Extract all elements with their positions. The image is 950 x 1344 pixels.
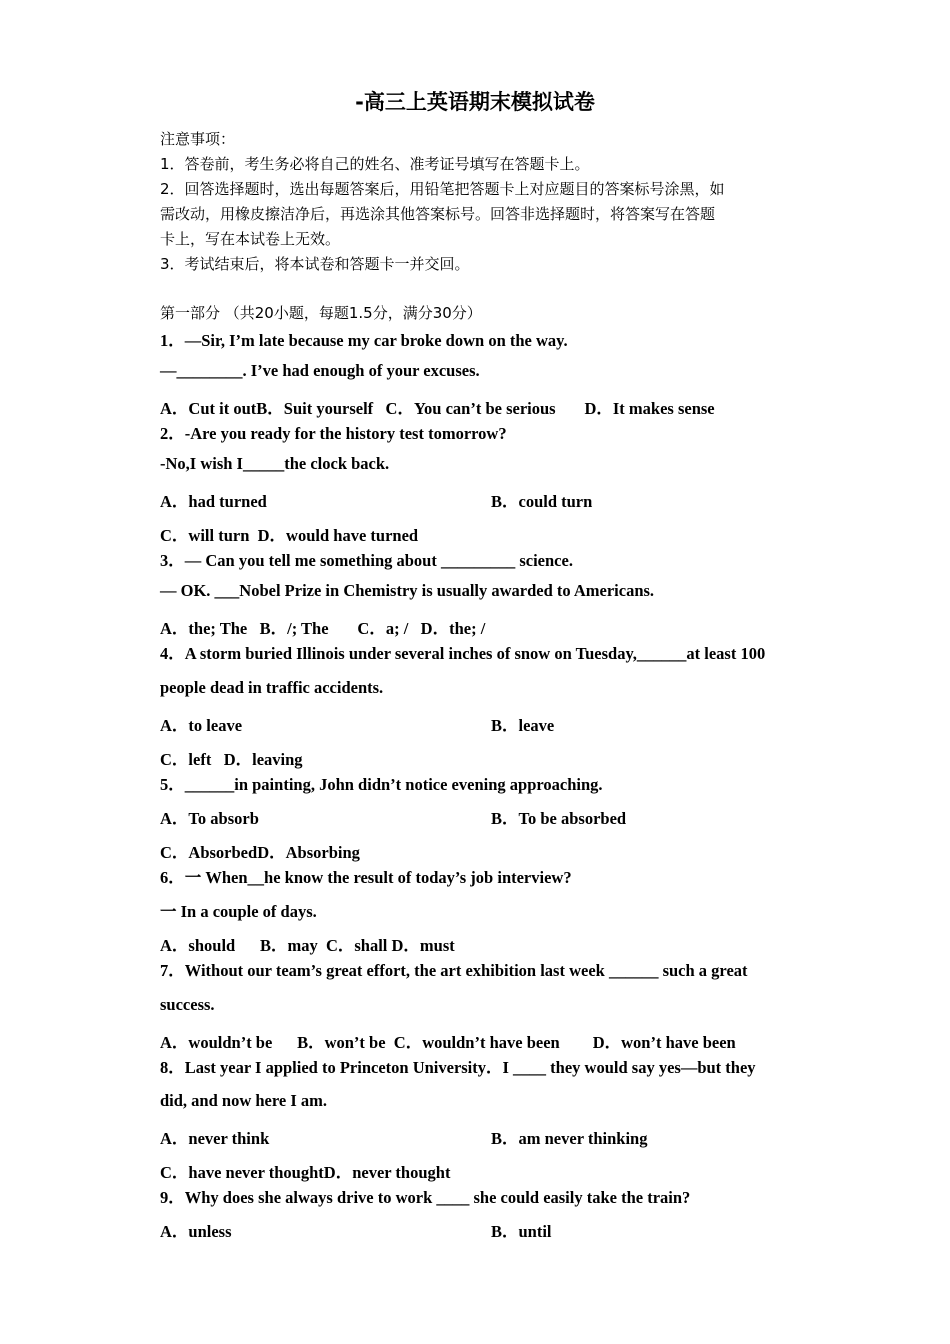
option-b: B．Suit yourself — [256, 399, 374, 418]
options-row — [160, 395, 715, 419]
notice-item: 1．答卷前，考生务必将自己的姓名、准考证号填写在答题卡上。 — [160, 155, 590, 173]
question-stem: 5．______in painting, John didn’t notice evening approaching. — [160, 775, 603, 794]
options-row — [160, 932, 455, 956]
option-c: C．You can’t be serious — [385, 399, 556, 418]
option-a: A．to leave — [160, 716, 243, 735]
option-d: D．leaving — [223, 750, 303, 769]
notice-item: 需改动，用橡皮擦洁净后，再选涂其他答案标号。回答非选择题时，将答案写在答题 — [160, 205, 716, 223]
option-b: B．may — [259, 936, 318, 955]
option-c: C．left — [160, 750, 212, 769]
notice-heading: 注意事项： — [160, 130, 236, 148]
option-b: B．could turn — [491, 492, 593, 511]
notice-item: 3．考试结束后，将本试卷和答题卡一并交回。 — [160, 255, 470, 273]
options-row — [160, 522, 418, 546]
question-stem: 4．A storm buried Illinois under several inches of snow on Tuesday,______at least 100 — [160, 644, 766, 663]
option-d: D．the; / — [420, 619, 486, 638]
option-a: A．wouldn’t be — [160, 1033, 273, 1052]
options-row — [160, 1159, 450, 1183]
option-c: C．will turn — [160, 526, 250, 545]
options-row — [160, 615, 485, 639]
question-stem: people dead in traffic accidents. — [160, 678, 384, 697]
option-b: B．until — [491, 1222, 552, 1241]
question-stem: 6．一 When__he know the result of today’s job interview? — [160, 868, 572, 887]
option-d: D．must — [391, 936, 455, 955]
option-a: A．should — [160, 936, 236, 955]
question-stem: 8．Last year I applied to Princeton University．I ____ they would say yes—but they — [160, 1058, 756, 1077]
question-stem: 2．-Are you ready for the history test tomorrow? — [160, 424, 507, 443]
option-a: A．To absorb — [160, 809, 259, 828]
option-d: D．It makes sense — [584, 399, 715, 418]
option-b: B．am never thinking — [491, 1129, 648, 1148]
option-a: A．never think — [160, 1129, 270, 1148]
option-d: D．would have turned — [257, 526, 419, 545]
question-stem: 9．Why does she always drive to work ____ she could easily take the train? — [160, 1188, 691, 1207]
option-c: C．a; / — [357, 619, 409, 638]
question-stem: success. — [160, 995, 215, 1014]
option-a: A．Cut it out — [160, 399, 257, 418]
option-c: C．Absorbed — [160, 843, 258, 862]
question-stem: 1．—Sir, I’m late because my car broke down on the way. — [160, 331, 568, 350]
options-row — [160, 839, 360, 863]
option-a: A．the; The — [160, 619, 248, 638]
question-stem: — OK. ___Nobel Prize in Chemistry is usually awarded to Americans. — [160, 581, 655, 600]
option-c: C．shall — [325, 936, 388, 955]
option-d: D．won’t have been — [592, 1033, 736, 1052]
option-a: A．had turned — [160, 492, 267, 511]
question-stem: 一 In a couple of days. — [160, 902, 317, 921]
option-d: D．never thought — [323, 1163, 451, 1182]
options-row — [160, 746, 303, 770]
option-c: C．have never thought — [160, 1163, 324, 1182]
option-a: A．unless — [160, 1222, 232, 1241]
section-heading: 第一部分 （共20小题，每题1.5分，满分30分） — [160, 304, 482, 322]
page-title: -高三上英语期末模拟试卷 — [355, 90, 595, 114]
option-c: C．wouldn’t have been — [393, 1033, 560, 1052]
question-stem: did, and now here I am. — [160, 1091, 328, 1110]
notice-item: 卡上，写在本试卷上无效。 — [160, 230, 341, 248]
question-stem: 7．Without our team’s great effort, the art exhibition last week ______ such a great — [160, 961, 748, 980]
options-row — [160, 1029, 736, 1053]
notice-item: 2．回答选择题时，选出每题答案后，用铅笔把答题卡上对应题目的答案标号涂黑，如 — [160, 180, 725, 198]
option-d: D．Absorbing — [257, 843, 360, 862]
question-stem: 3．— Can you tell me something about _________ science. — [160, 551, 573, 570]
option-b: B．won’t be — [297, 1033, 386, 1052]
option-b: B．leave — [491, 716, 555, 735]
option-b: B．To be absorbed — [491, 809, 627, 828]
question-stem: —________. I’ve had enough of your excuses. — [160, 361, 480, 380]
question-stem: -No,I wish I_____the clock back. — [160, 454, 390, 473]
option-b: B．/; The — [259, 619, 329, 638]
